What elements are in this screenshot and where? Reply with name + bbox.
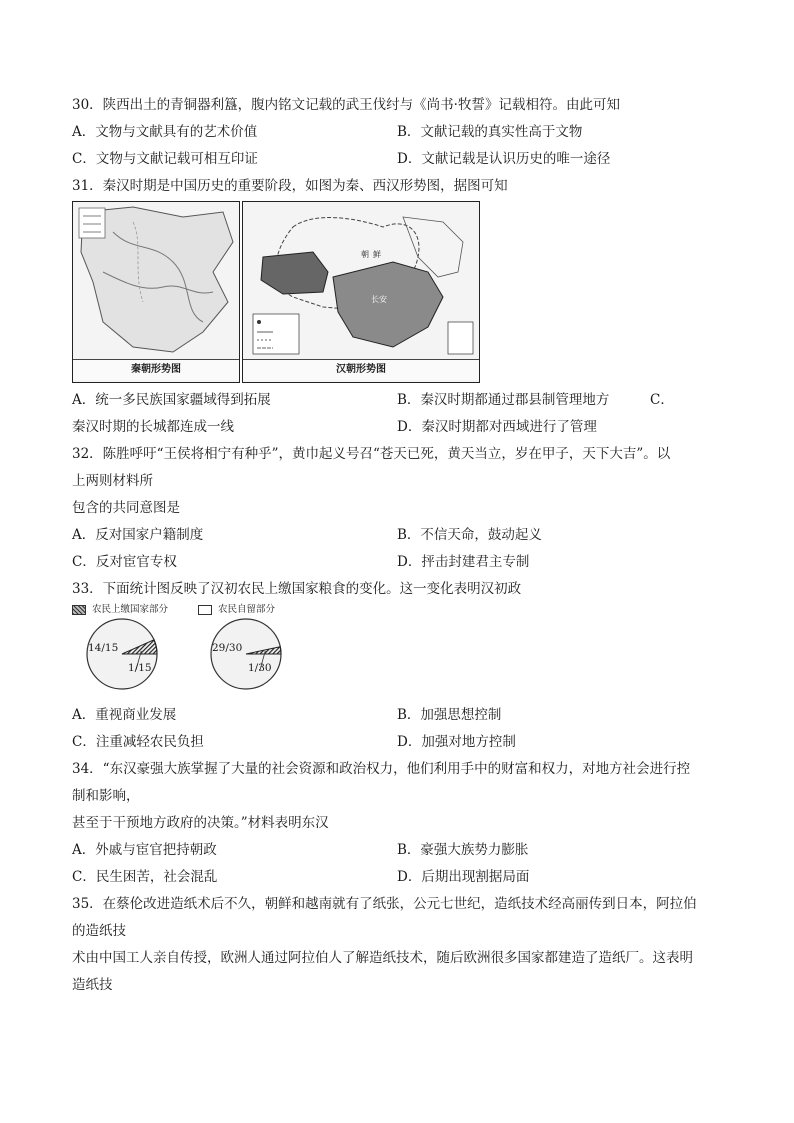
q34-option-b: B．豪强大族势力膨胀 — [397, 842, 529, 858]
q31-maps — [72, 201, 480, 386]
han-map-drawing — [243, 202, 479, 362]
q34-options-row2 — [72, 864, 722, 891]
q35-stem-text-4: 造纸技 — [72, 977, 113, 993]
q31-option-b: B．秦汉时期都通过郡县制管理地方 — [397, 392, 610, 408]
qin-map-drawing — [73, 202, 239, 362]
pie-chart-1 — [84, 616, 160, 692]
q32-option-a: A．反对国家户籍制度 — [72, 527, 204, 543]
q31-stem — [72, 173, 722, 200]
pie1-label-small: 1/15 — [128, 662, 152, 674]
qin-map-caption: 秦朝形势图 — [73, 359, 239, 380]
han-label-2: 鲜 — [373, 250, 381, 259]
q32-option-c: C．反对宦官专权 — [72, 554, 177, 570]
q33-option-a: A．重视商业发展 — [72, 707, 177, 723]
q33-stem — [72, 576, 722, 603]
q32-options-row1 — [72, 522, 722, 549]
qin-map — [72, 201, 240, 383]
pie-chart-2 — [208, 616, 284, 692]
q30-stem-text: 30．陕西出土的青铜器利簋，腹内铭文记载的武王伐纣与《尚书·牧誓》记载相符。由此可知 — [72, 97, 620, 113]
q35-stem-line2 — [72, 918, 722, 945]
q33-option-c: C．注重减轻农民负担 — [72, 734, 204, 750]
q30-options-row2 — [72, 146, 722, 173]
q32-stem-text-3: 包含的共同意图是 — [72, 500, 180, 516]
legend-paid-label: 农民上缴国家部分 — [92, 604, 169, 615]
legend-paid-swatch — [72, 605, 86, 615]
q33-stem-text: 33．下面统计图反映了汉初农民上缴国家粮食的变化。这一变化表明汉初政 — [72, 581, 522, 597]
q33-options-row1 — [72, 702, 722, 729]
q34-option-d: D．后期出现割据局面 — [397, 869, 530, 885]
q34-stem-line3 — [72, 810, 722, 837]
q33-option-b: B．加强思想控制 — [397, 707, 502, 723]
q31-options-row2 — [72, 414, 722, 441]
q32-option-d: D．抨击封建君主专制 — [397, 554, 530, 570]
q35-stem-line4 — [72, 972, 722, 999]
q35-stem-line3 — [72, 945, 722, 972]
exam-page — [72, 92, 722, 999]
q31-options-row1 — [72, 387, 722, 414]
q30-option-d: D．文献记载是认识历史的唯一途径 — [397, 151, 611, 167]
q35-stem-text-2: 的造纸技 — [72, 923, 126, 939]
han-label-3: 长安 — [371, 295, 387, 304]
q35-stem-line1 — [72, 891, 722, 918]
pie1-label-big: 14/15 — [88, 642, 119, 654]
q32-stem-line3 — [72, 495, 722, 522]
q34-option-c: C．民生困苦，社会混乱 — [72, 869, 218, 885]
q34-stem-text-3: 甚至于干预地方政府的决策。”材料表明东汉 — [72, 815, 329, 831]
q32-options-row2 — [72, 549, 722, 576]
q34-option-a: A．外戚与宦官把持朝政 — [72, 842, 217, 858]
legend-kept-label: 农民自留部分 — [218, 604, 276, 615]
q30-option-c: C．文物与文献记载可相互印证 — [72, 151, 258, 167]
q30-options-row1 — [72, 119, 722, 146]
q34-stem-line1 — [72, 756, 722, 783]
legend-kept-swatch — [198, 605, 212, 615]
q33-option-d: D．加强对地方控制 — [397, 734, 516, 750]
q32-stem-line1 — [72, 441, 722, 468]
pie2-label-small: 1/30 — [248, 662, 272, 674]
q31-option-c-prefix: C． — [650, 392, 674, 408]
q35-stem-text-3: 术由中国工人亲自传授，欧洲人通过阿拉伯人了解造纸技术，随后欧洲很多国家都建造了造纸厂。这表明 — [72, 950, 693, 966]
q32-option-b: B．不信天命，鼓动起义 — [397, 527, 542, 543]
q31-stem-text: 31．秦汉时期是中国历史的重要阶段，如图为秦、西汉形势图，据图可知 — [72, 178, 508, 194]
q31-option-c-text: 秦汉时期的长城都连成一线 — [72, 419, 234, 435]
q30-option-b: B．文献记载的真实性高于文物 — [397, 124, 583, 140]
q32-stem-text-2: 上两则材料所 — [72, 473, 153, 489]
q34-stem-text-1: 34．“东汉豪强大族掌握了大量的社会资源和政治权力，他们利用手中的财富和权力，对地方社会进行控 — [72, 761, 691, 777]
q32-stem-line2 — [72, 468, 722, 495]
q33-options-row2 — [72, 729, 722, 756]
han-label-1: 朝 — [361, 250, 369, 259]
q30-stem — [72, 92, 722, 119]
q34-stem-text-2: 制和影响， — [72, 788, 140, 804]
q34-options-row1 — [72, 837, 722, 864]
han-map-caption: 汉朝形势图 — [243, 359, 479, 380]
q31-option-a: A．统一多民族国家疆域得到拓展 — [72, 392, 271, 408]
q32-stem-text-1: 32．陈胜呼吁“王侯将相宁有种乎”，黄巾起义号召“苍天已死，黄天当立，岁在甲子，天下大吉”。以 — [72, 446, 671, 462]
q30-option-a: A．文物与文献具有的艺术价值 — [72, 124, 258, 140]
han-map — [242, 201, 480, 383]
q35-stem-text-1: 35．在蔡伦改进造纸术后不久，朝鲜和越南就有了纸张，公元七世纪，造纸技术经高丽传到日本，阿拉伯 — [72, 896, 697, 912]
q34-stem-line2 — [72, 783, 722, 810]
q31-option-d: D．秦汉时期都对西域进行了管理 — [397, 419, 597, 435]
pie2-label-big: 29/30 — [212, 642, 243, 654]
q33-chart — [72, 602, 722, 702]
